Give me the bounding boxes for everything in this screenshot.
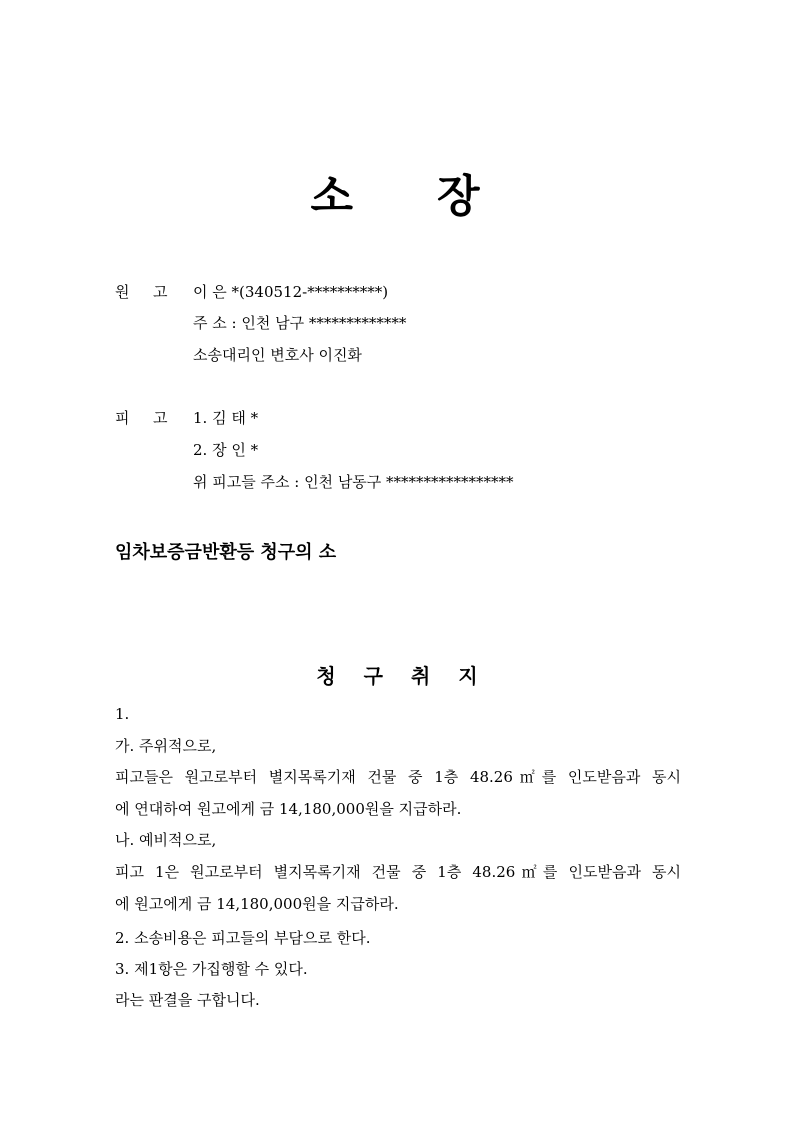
document-title [0, 160, 794, 224]
claim-item-1: 1. [115, 705, 130, 723]
plaintiff-label-a: 원 [115, 283, 130, 301]
plaintiff-label-b: 고 [153, 283, 168, 301]
plaintiff-name: 이 은 *(340512-**********) [193, 283, 389, 301]
defendant-label-a: 피 [115, 409, 130, 427]
defendant-2: 2. 장 인 * [193, 441, 259, 459]
defendant-label [115, 408, 168, 428]
case-name: 임차보증금반환등 청구의 소 [115, 542, 337, 563]
claim-item-1b-line1: 피고 1은 원고로부터 별지목록기재 건물 중 1층 48.26㎡를 인도받음과 동시 [115, 863, 681, 881]
claim-item-1a-line1: 피고들은 원고로부터 별지목록기재 건물 중 1층 48.26㎡를 인도받음과 동시 [115, 768, 681, 786]
section-char-2: 구 [363, 664, 383, 688]
plaintiff-address: 주 소 : 인천 남구 ************* [193, 314, 407, 332]
claim-item-1b-head: 나. 예비적으로, [115, 831, 217, 849]
defendant-address: 위 피고들 주소 : 인천 남동구 ***************** [193, 473, 514, 491]
claim-item-3: 3. 제1항은 가집행할 수 있다. [115, 960, 308, 978]
defendant-1: 1. 김 태 * [193, 409, 259, 427]
section-char-4: 지 [458, 664, 478, 688]
title-char-1: 소 [310, 171, 357, 222]
claim-item-1a-head: 가. 주위적으로, [115, 737, 217, 755]
plaintiff-attorney: 소송대리인 변호사 이진화 [193, 346, 362, 364]
defendant-label-b: 고 [153, 409, 168, 427]
section-char-1: 청 [316, 664, 336, 688]
claim-closing: 라는 판결을 구합니다. [115, 991, 260, 1009]
claim-item-1b-line2: 에 원고에게 금 14,180,000원을 지급하라. [115, 895, 399, 913]
title-char-2: 장 [437, 171, 484, 222]
plaintiff-label [115, 282, 168, 302]
section-char-3: 취 [411, 664, 431, 688]
section-title-claims [0, 660, 794, 689]
claim-item-2: 2. 소송비용은 피고들의 부담으로 한다. [115, 929, 371, 947]
claim-item-1a-line2: 에 연대하여 원고에게 금 14,180,000원을 지급하라. [115, 800, 462, 818]
